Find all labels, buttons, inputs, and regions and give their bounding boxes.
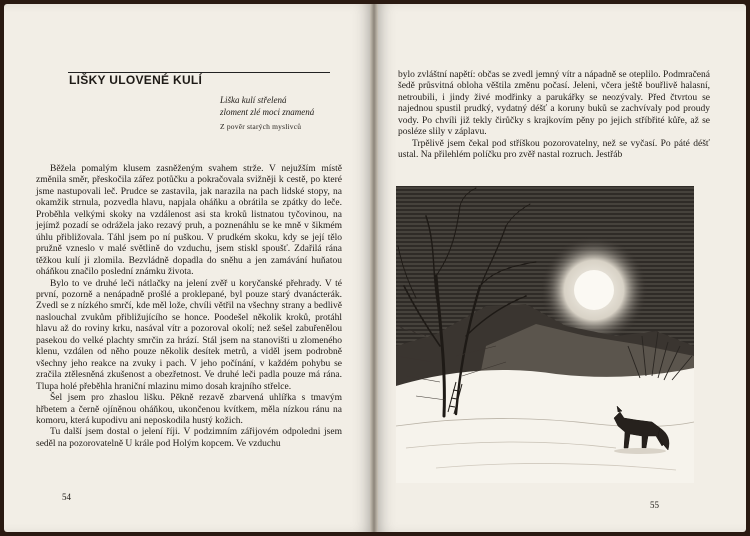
- paragraph: Běžela pomalým klusem zasněženým svahem strže. V nejužším místě změnila směr, přeskočila zářez potůčku a pokračovala svižněji k cestě, po které jsme nastupovali leč. Prudce se zastavila, jak narazila na pach lidské stopy, na okamžik strnula, pozvedla hlavu, napjala oháňku a obrátila se zpátky do leče. Proběhla velkými skoky na vzdálenost asi sta kroků listnatou tyčovinou, na jejímž pozadí se odrážela jako rezavý pruh, a poznenáhlu se ke mně v šikmém úhlu přibližovala. Táhl jsem po ní puškou. V prudkém skoku, kdy se její tělo pružně vzneslo v malé světlině do vzduchu, jsem stiskl spoušť. Zdařilá rána těžkou kulí ji zlomila. Bezvládně dopadla do sněhu a jen zamávání huňatou oháňkou značilo poslední známku života.: [36, 164, 342, 278]
- book-spread: [4, 4, 746, 532]
- page-number: 54: [62, 492, 71, 502]
- right-body-text: [398, 70, 710, 162]
- paragraph: Šel jsem pro zhaslou lišku. Pěkně rezavě zbarvená uhlířka s tmavým hřbetem a černě ojíněnou oháňkou, ukončenou kvítkem, měla nízkou ránu na komoru, která kupodivu ani neposkodila hustý kožich.: [36, 393, 342, 426]
- paragraph: bylo zvláštní napětí: občas se zvedl jemný vítr a nápadně se oteplilo. Podmračená šedě průsvitná obloha věštila změnu počasí. Jeleni, včera ještě bouřlivě halasní, netroubili, i jindy živé modřinky a parukářky se neozývaly. Před čtvrtou se najednou spustil prudký, vydatný déšť a koruny buků se zachvívaly pod proudy vody. Po chvíli již tekly čirůčky s krajkovím pěny po jejich stříbřité kůře, až se posléze slily v záplavu.: [398, 70, 710, 138]
- paragraph: Bylo to ve druhé leči nátlačky na jelení zvěř u koryčanské přehrady. V té první, pozorně a nenápadně prošlé a proklepané, byl pouze starý dvanácterák. Zvedl se z nízkého smrčí, kde měl lože, chvíli větřil na všechny strany a bedlivě naslouchal zvukům přibližujícího se honce. Poodešel několik kroků, protáhl hlavu až do roviny krku, nasával vítr a pozoroval okolí; než sešel zabuřenělou pasekou do velké plachty smrčin za hrází. Stál jsem na stanovišti u zlomeného klenu, vzdálen od něho pouze několik desítek metrů, a viděl jsem podrobně všechny jeho reakce na zvuky i pach. V jeho počínání, v každém pohybu se zračila ztělesněná zkušenost a obezřetnost. Ve druhé leči padla pouze má rána. Tlupa holé přeběhla hraniční mlazinu mimo dosah krajního střelce.: [36, 278, 342, 392]
- moon-icon: [574, 270, 614, 310]
- illustration-winter-night-fox: [396, 186, 694, 483]
- motto-line: Liška kulí střelená: [220, 95, 287, 105]
- right-page: [374, 4, 746, 532]
- motto: [220, 94, 350, 118]
- paragraph: Tu další jsem dostal o jelení říji. V podzimním zářijovém odpoledni jsem seděl na pozorovatelně U krále pod Holým kopcem. Ve vzduchu: [36, 427, 342, 449]
- page-number: 55: [650, 500, 659, 510]
- left-body-text: [36, 164, 342, 450]
- book-gutter: [370, 4, 378, 532]
- paragraph: Trpělivě jsem čekal pod stříškou pozorovatelny, než se vyčasí. Po páté déšť ustal. Na přilehlém políčku pro zvěř nastal rozruch. Jestřáb: [398, 138, 710, 161]
- motto-source: Z pověr starých myslivců: [220, 122, 302, 131]
- chapter-title: LIŠKY ULOVENÉ KULÍ: [69, 73, 203, 87]
- motto-line: zloment zlé moci znamená: [220, 107, 315, 117]
- illustration-image: [396, 186, 694, 483]
- left-page: [4, 4, 374, 532]
